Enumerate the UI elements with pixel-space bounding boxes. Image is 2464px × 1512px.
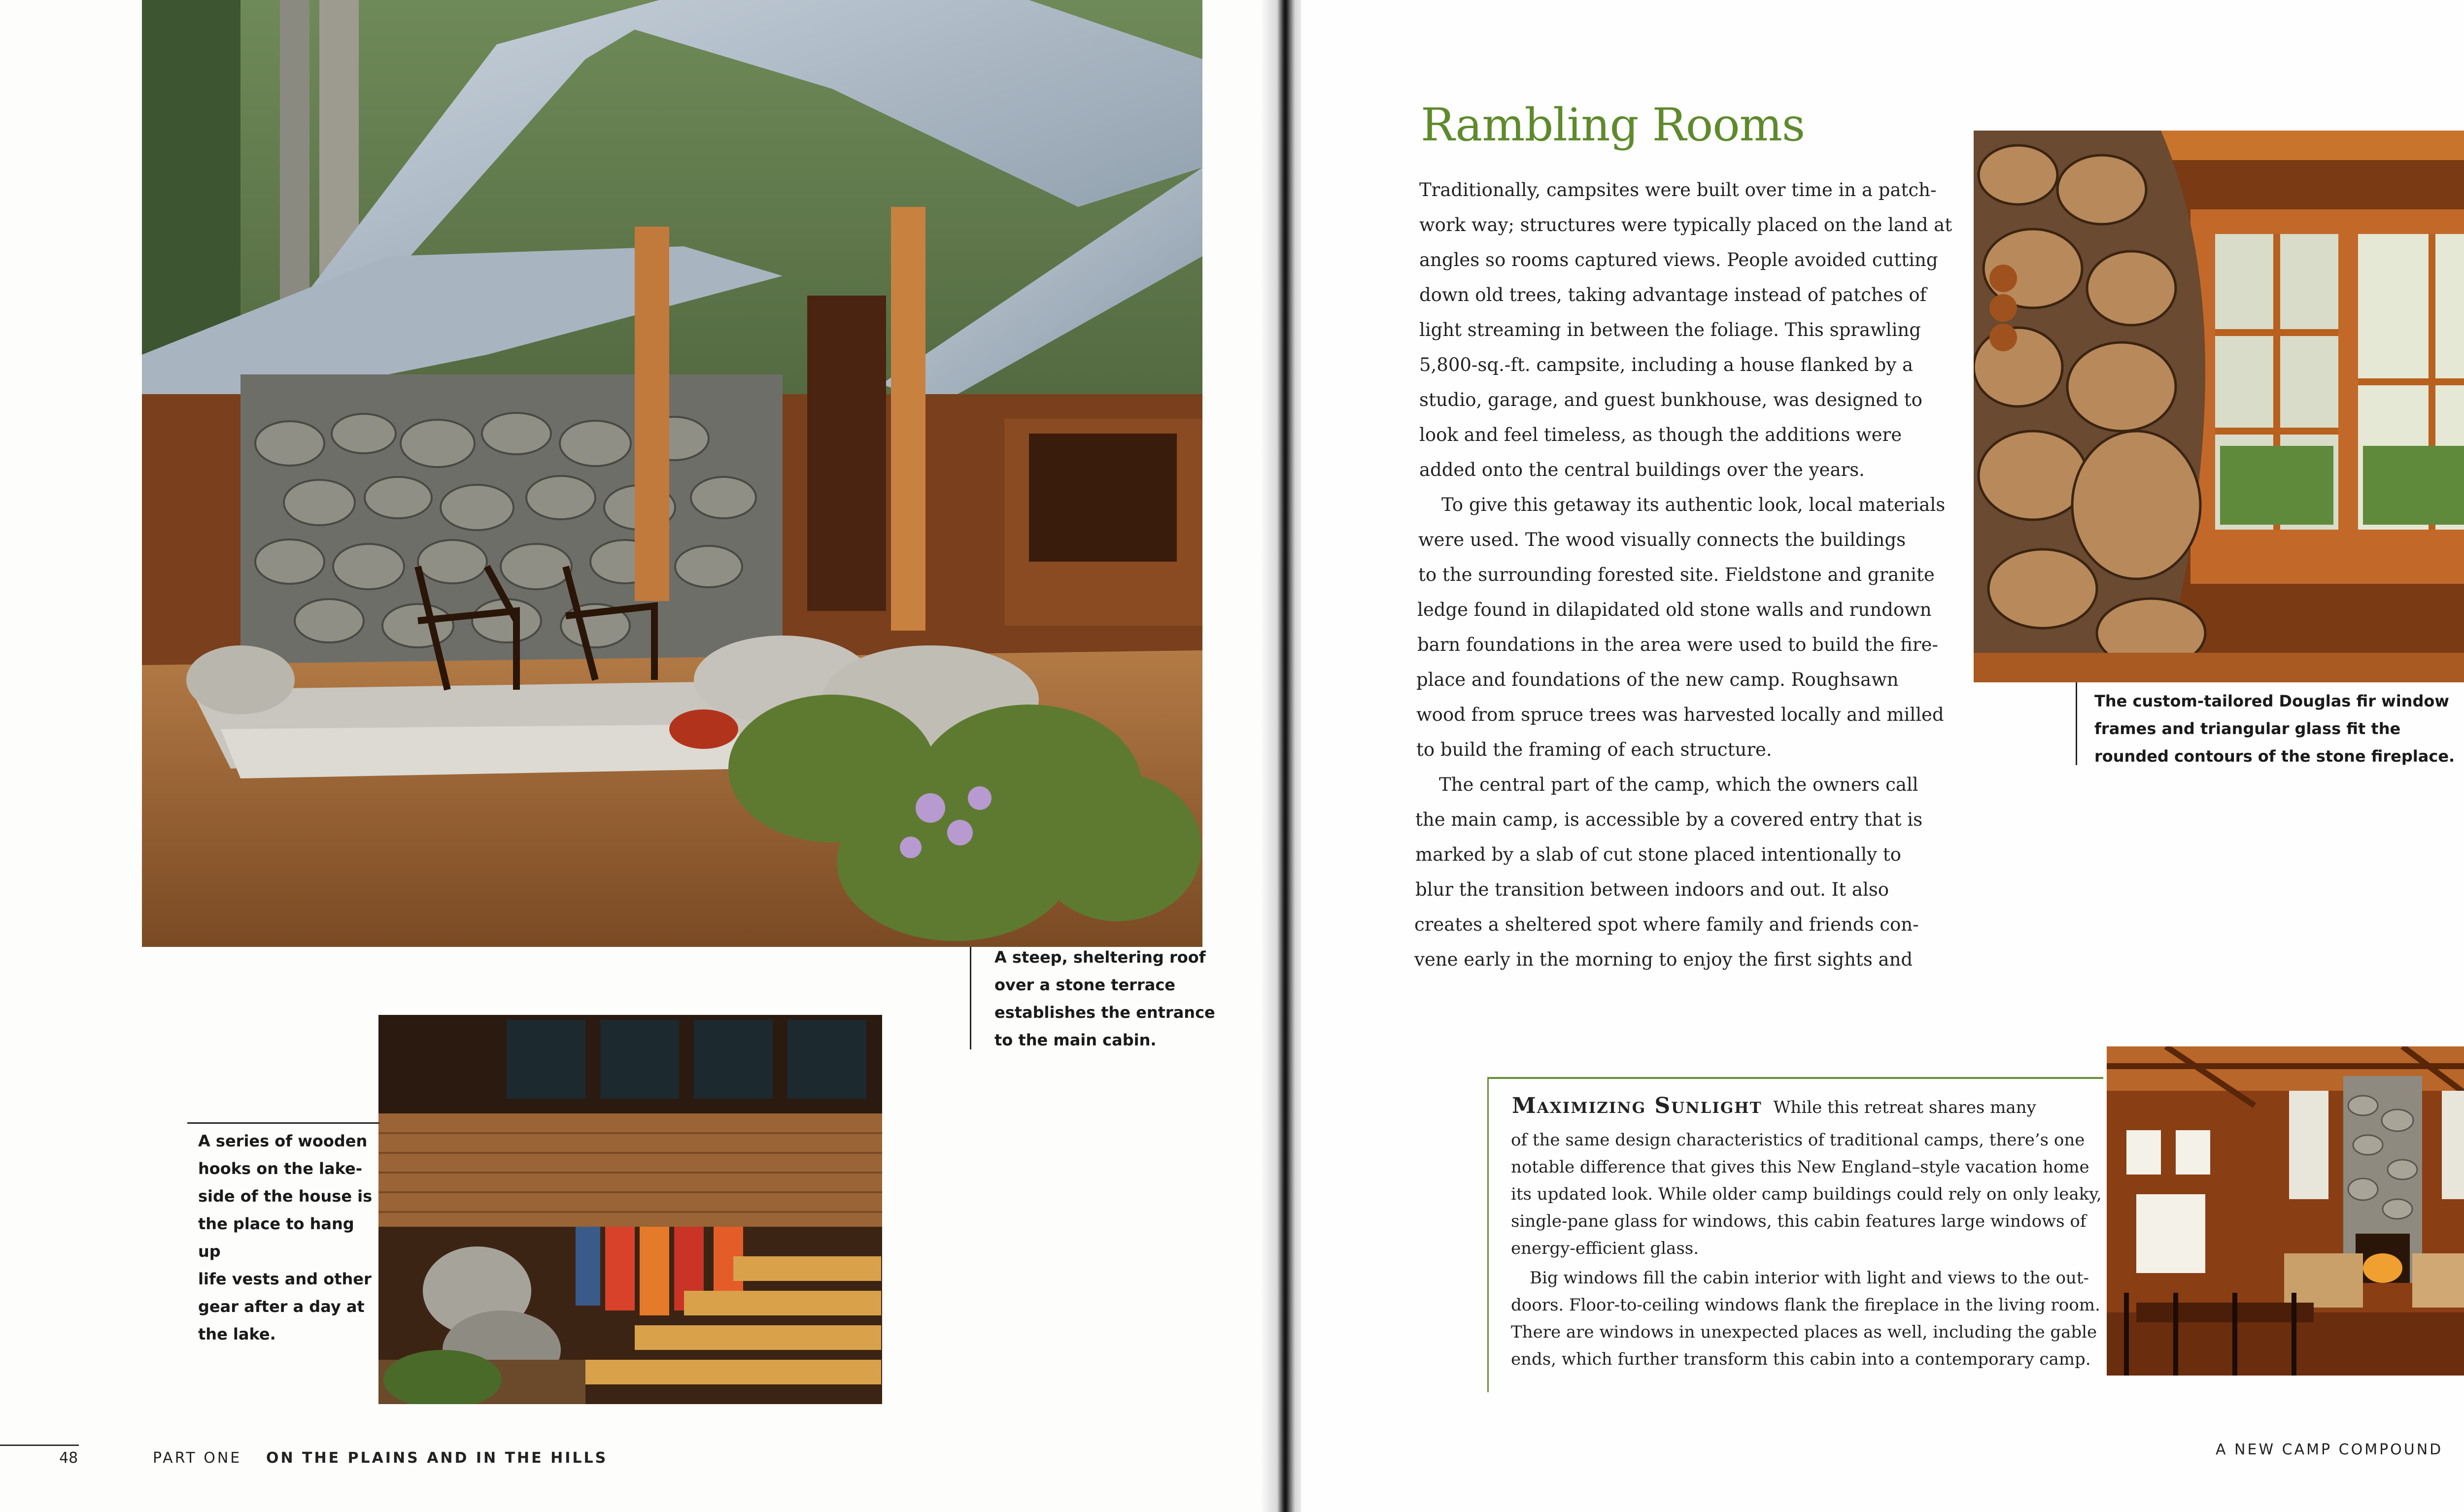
sidebar-title: Maximizing Sunlight (1512, 1093, 1762, 1118)
caption-hooks: A series of wooden hooks on the lake- side of the house is the place to hang up life vests and other gear after a day at the lake. (198, 1132, 373, 1344)
body-line: wood from spruce trees was harvested locally and milled (1416, 704, 1944, 725)
left-running-head-section: ON THE PLAINS AND IN THE HILLS (266, 1449, 608, 1467)
sidebar-line: of the same design characteristics of traditional camps, there’s one (1511, 1130, 2085, 1150)
body-line: the main camp, is accessible by a covered entry that is (1415, 809, 1923, 830)
body-line: ledge found in dilapidated old stone walls and rundown (1417, 599, 1932, 620)
body-line: To give this getaway its authentic look, local materials (1441, 494, 1946, 515)
body-line: light streaming in between the foliage. This sprawling (1419, 319, 1921, 340)
stone-fireplace-window-illustration (1974, 131, 2464, 682)
sidebar-line: single-pane glass for windows, this cabin features large windows of (1511, 1211, 2087, 1231)
left-running-head-part: PART ONE (153, 1449, 242, 1467)
right-running-head: A NEW CAMP COMPOUND (2216, 1441, 2443, 1458)
cabin-entrance-illustration (142, 0, 1202, 947)
stone-fireplace-window-photo (1974, 131, 2464, 682)
sidebar-line: ends, which further transform this cabin into a contemporary camp. (1511, 1349, 2091, 1369)
book-gutter (1262, 0, 1306, 1512)
sidebar-line: Big windows fill the cabin interior with light and views to the out- (1530, 1268, 2089, 1288)
page-heading: Rambling Rooms (1421, 99, 1805, 151)
body-line: vene early in the morning to enjoy the first sights and (1414, 949, 1913, 970)
sidebar-line: doors. Floor-to-ceiling windows flank the fireplace in the living room. (1511, 1295, 2100, 1315)
body-line: place and foundations of the new camp. Roughsawn (1416, 669, 1899, 690)
sidebar-line: its updated look. While older camp buildings could rely on only leaky, (1511, 1184, 2102, 1204)
body-line: blur the transition between indoors and out. It also (1415, 879, 1889, 900)
body-line: angles so rooms captured views. People avoided cutting (1419, 249, 1938, 270)
sidebar-top-rule (1487, 1077, 2103, 1079)
body-line: were used. The wood visually connects the buildings (1418, 529, 1906, 550)
left-page-number: 48 (59, 1449, 78, 1467)
sidebar-heading-line (1512, 1093, 2036, 1118)
body-line: added onto the central buildings over the years. (1419, 459, 1865, 480)
sidebar-line: energy-efficient glass. (1511, 1239, 1699, 1258)
body-line: marked by a slab of cut stone placed intentionally to (1415, 844, 1901, 865)
body-line: look and feel timeless, as though the additions were (1419, 424, 1902, 445)
cabin-entrance-photo (142, 0, 1202, 947)
caption-window-rule (2076, 682, 2077, 765)
living-room-illustration (2107, 1046, 2464, 1376)
caption-entrance-rule (970, 947, 971, 1049)
sidebar-line: notable difference that gives this New England–style vacation home (1511, 1157, 2089, 1177)
caption-window: The custom-tailored Douglas fir window frames and triangular glass fit the rounded contours of the stone fireplace. (2094, 692, 2455, 766)
body-line: to the surrounding forested site. Fieldstone and granite (1418, 564, 1935, 585)
lakeside-hooks-illustration (378, 1015, 882, 1404)
body-line: 5,800-sq.-ft. campsite, including a house flanked by a (1419, 354, 1914, 375)
body-line: to build the framing of each structure. (1416, 739, 1772, 760)
sidebar-line: There are windows in unexpected places as well, including the gable (1511, 1322, 2097, 1342)
living-room-photo (2107, 1046, 2464, 1376)
caption-entrance: A steep, sheltering roof over a stone terrace establishes the entrance to the main cabin. (994, 948, 1215, 1049)
left-corner-rule (0, 1445, 79, 1446)
sidebar-box (1487, 1077, 2105, 1392)
body-line: work way; structures were typically placed on the land at (1419, 214, 1952, 235)
body-line: creates a sheltered spot where family and friends con- (1414, 914, 1919, 935)
body-line: The central part of the camp, which the owners call (1439, 774, 1918, 795)
body-line: studio, garage, and guest bunkhouse, was designed to (1419, 389, 1922, 410)
caption-hooks-rule (187, 1122, 379, 1124)
body-line: down old trees, taking advantage instead of patches of (1419, 284, 1927, 305)
body-line: Traditionally, campsites were built over time in a patch- (1419, 179, 1937, 201)
sidebar-lead: While this retreat shares many (1773, 1098, 2036, 1117)
lakeside-hooks-photo (378, 1015, 882, 1404)
body-line: barn foundations in the area were used to build the fire- (1417, 634, 1938, 655)
